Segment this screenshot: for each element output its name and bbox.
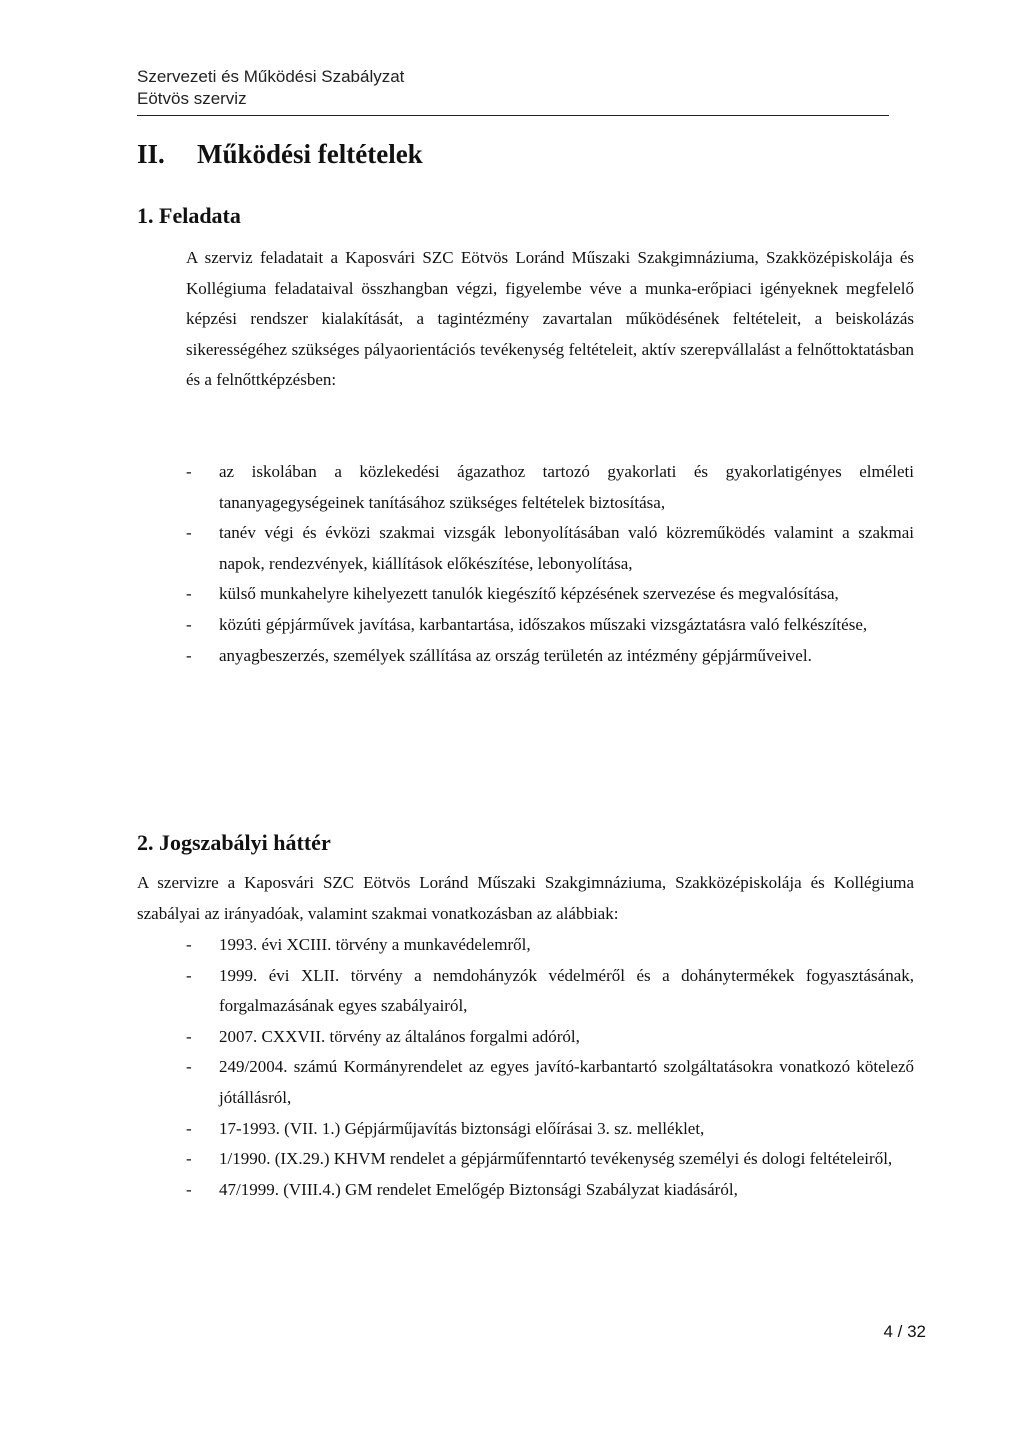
list-dash: -	[186, 935, 192, 954]
list-item: - 1999. évi XLII. törvény a nemdohányzók védelméről és a dohánytermékek fogyasztásának, forgalmazásának egyes szabályairól,	[186, 961, 914, 1022]
header-title: Szervezeti és Működési Szabályzat	[137, 67, 405, 86]
list-item: - 17-1993. (VII. 1.) Gépjárműjavítás biztonsági előírásai 3. sz. melléklet,	[186, 1114, 914, 1145]
list-dash: -	[186, 614, 192, 634]
header-divider	[137, 115, 889, 116]
section-1-title: 1. Feladata	[137, 203, 241, 228]
list-item: - az iskolában a közlekedési ágazathoz tartozó gyakorlati és gyakorlatigényes elméleti tananyagegységeinek tanításához szükséges feltételek biztosítása,	[186, 457, 914, 518]
list-dash: -	[186, 1149, 192, 1169]
section-1-list	[186, 457, 914, 671]
list-dash: -	[186, 1026, 192, 1046]
list-item: - 249/2004. számú Kormányrendelet az egyes javító-karbantartó szolgáltatásokra vonatkozó kötelező jótállásról,	[186, 1052, 914, 1113]
section-2-list	[186, 930, 914, 1205]
list-item: - 2007. CXXVII. törvény az általános forgalmi adóról,	[186, 1022, 914, 1053]
list-dash: -	[186, 645, 192, 665]
chapter-heading	[137, 137, 423, 171]
list-dash: -	[186, 1179, 192, 1199]
list-dash: -	[186, 965, 192, 985]
list-item: - 47/1999. (VIII.4.) GM rendelet Emelőgép Biztonsági Szabályzat kiadásáról,	[186, 1175, 914, 1206]
list-item: - közúti gépjárművek javítása, karbantartása, időszakos műszaki vizsgáztatásra való felkészítése,	[186, 610, 914, 641]
chapter-number: II.	[137, 139, 165, 169]
list-item: - 1/1990. (IX.29.) KHVM rendelet a gépjárműfenntartó tevékenység személyi és dologi feltételeiről,	[186, 1144, 914, 1175]
list-item: - 1993. évi XCIII. törvény a munkavédelemről,	[186, 930, 914, 961]
section-2-intro: A szervizre a Kaposvári SZC Eötvös Loránd Műszaki Szakgimnáziuma, Szakközépiskolája és Kollégiuma szabályai az irányadóak, valamint szakmai vonatkozásban az alábbiak:	[137, 873, 914, 923]
list-dash: -	[186, 1057, 192, 1077]
running-header	[137, 66, 404, 110]
chapter-title: Működési feltételek	[197, 139, 423, 169]
section-1-intro: A szerviz feladatait a Kaposvári SZC Eötvös Loránd Műszaki Szakgimnáziuma, Szakközépiskolája és Kollégiuma feladataival összhangban végzi, figyelembe véve a munka-erőpiaci igényeknek megfelelő képzési rendszer kialakítását, a tagintézmény zavartalan működésének feltételeit, a beiskolázás sikerességéhez szükséges pályaorientációs tevékenység feltételeit, aktív szerepvállalást a felnőttoktatásban és a felnőttképzésben:	[186, 248, 914, 390]
page-number: 4 / 32	[883, 1322, 926, 1341]
list-dash: -	[186, 462, 192, 481]
header-subtitle: Eötvös szerviz	[137, 89, 247, 108]
list-item: - tanév végi és évközi szakmai vizsgák lebonyolításában való közreműködés valamint a szakmai napok, rendezvények, kiállítások előkészítése, lebonyolítása,	[186, 518, 914, 579]
list-dash: -	[186, 523, 192, 543]
list-dash: -	[186, 1118, 192, 1138]
list-item: - anyagbeszerzés, személyek szállítása az ország területén az intézmény gépjárműveivel.	[186, 641, 914, 672]
list-item: - külső munkahelyre kihelyezett tanulók kiegészítő képzésének szervezése és megvalósítása,	[186, 579, 914, 610]
section-2-title: 2. Jogszabályi háttér	[137, 830, 331, 855]
list-dash: -	[186, 584, 192, 604]
